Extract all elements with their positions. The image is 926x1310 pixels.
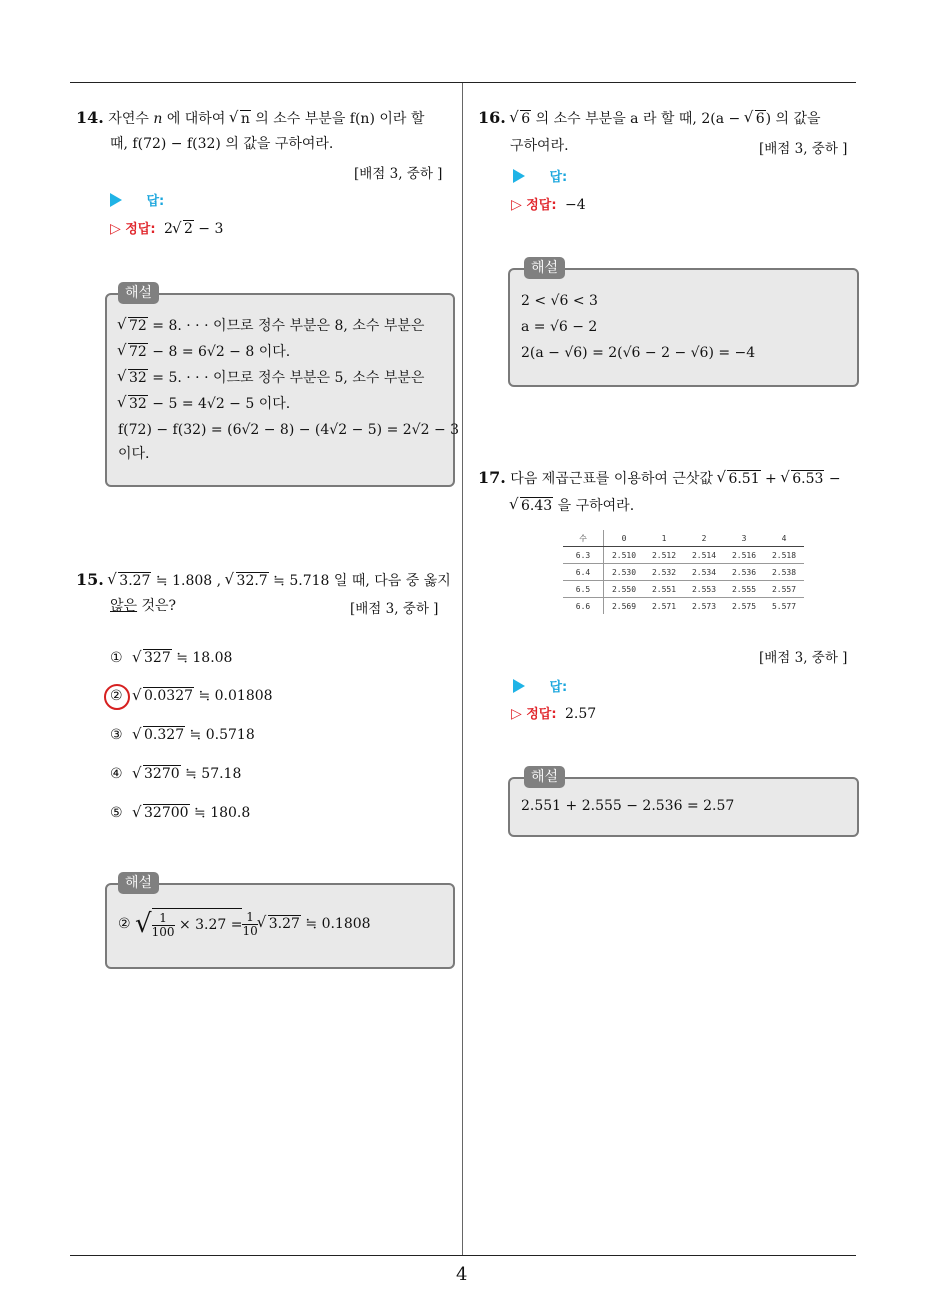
play-icon	[513, 169, 525, 183]
q16-line2: 구하여라.	[510, 138, 569, 154]
q15-option-3[interactable]: ③ √ 0.327 ≒ 0.5718	[110, 727, 255, 743]
q17-line1: 17. 다음 제곱근표를 이용하여 근삿값 √ 6.51 + √ 6.53 −	[478, 468, 841, 489]
page-number: 4	[456, 1264, 468, 1285]
q16-answer-row	[513, 166, 567, 185]
q17-meta: [배점 3, 중하 ]	[759, 650, 848, 666]
table-header-row: 수 0 1 2 3 4	[563, 530, 804, 547]
answer-label: 답:	[549, 680, 568, 695]
answer-label: 답:	[146, 194, 165, 209]
q17-explain-line: 2.551 + 2.555 − 2.536 = 2.57	[521, 798, 735, 814]
q14-explain-line2: √ 72 − 8 = 6√2 − 8 이다.	[118, 342, 290, 362]
q16-line1: 16. √ 6 의 소수 부분을 a 라 할 때, 2(a − √ 6) 의 값을	[478, 108, 821, 129]
q14-explain-line6: 이다.	[118, 446, 150, 462]
q15-explain-line: ② √ $\frac{1}{100}$ × 3.27 = $\frac{1}{10}$ √ 3.27 ≒ 0.1808	[118, 908, 371, 940]
q17-explain-tag: 해설	[524, 766, 565, 788]
bottom-rule	[70, 1255, 856, 1256]
q14-meta: [배점 3, 중하 ]	[354, 166, 443, 182]
q17-line2: √ 6.43 을 구하여라.	[510, 496, 634, 516]
correct-label: 정답:	[125, 222, 156, 237]
q15-number: 15.	[76, 570, 104, 589]
selected-option-mark	[104, 684, 130, 710]
play-icon	[513, 679, 525, 693]
q17-answer-row	[513, 676, 567, 695]
column-divider	[462, 83, 463, 1255]
q16-explain-line2: a = √6 − 2	[521, 319, 598, 335]
q14-explain-line4: √ 32 − 5 = 4√2 − 5 이다.	[118, 394, 290, 414]
q14-explain-line1: √ 72 = 8. · · · 이므로 정수 부분은 8, 소수 부분은	[118, 316, 424, 336]
q16-explain-line3: 2(a − √6) = 2(√6 − 2 − √6) = −4	[521, 345, 756, 361]
q14-line1: 14. 자연수 n 에 대하여 √ n 의 소수 부분을 f(n) 이라 할	[76, 108, 424, 129]
q16-meta: [배점 3, 중하 ]	[759, 141, 848, 157]
q15-line2: 않은 것은?	[110, 598, 177, 614]
q14-answer-row	[110, 190, 164, 209]
q15-meta: [배점 3, 중하 ]	[350, 601, 439, 617]
q15-explain-tag: 해설	[118, 872, 159, 894]
q15-option-4[interactable]: ④ √ 3270 ≒ 57.18	[110, 766, 241, 782]
table-row: 6.4 2.530 2.532 2.534 2.536 2.538	[563, 564, 804, 581]
correct-label: 정답:	[526, 198, 557, 213]
outline-triangle-icon: ▷	[511, 197, 522, 213]
q15-line1: 15. √ 3.27 ≒ 1.808 , √ 32.7 ≒ 5.718 일 때, 다음 중 옳지	[76, 570, 451, 591]
q14-explain-line5: f(72) − f(32) = (6√2 − 8) − (4√2 − 5) = 2√2 − 3	[118, 422, 460, 438]
answer-label: 답:	[549, 170, 568, 185]
correct-label: 정답:	[526, 707, 557, 722]
q16-explain-tag: 해설	[524, 257, 565, 279]
outline-triangle-icon: ▷	[511, 706, 522, 722]
outline-triangle-icon: ▷	[110, 221, 121, 237]
q14-number: 14.	[76, 108, 104, 127]
q16-number: 16.	[478, 108, 506, 127]
q14-line2: 때, f(72) − f(32) 의 값을 구하여라.	[110, 136, 334, 152]
q15-option-5[interactable]: ⑤ √ 32700 ≒ 180.8	[110, 805, 250, 821]
q15-option-2[interactable]: ② √ 0.0327 ≒ 0.01808	[110, 688, 273, 704]
table-row: 6.3 2.510 2.512 2.514 2.516 2.518	[563, 547, 804, 564]
play-icon	[110, 193, 122, 207]
q17-correct-row: ▷ 정답: 2.57	[511, 706, 597, 722]
q14-explain-tag: 해설	[118, 282, 159, 304]
q14-explain-line3: √ 32 = 5. · · · 이므로 정수 부분은 5, 소수 부분은	[118, 368, 424, 388]
table-row: 6.5 2.550 2.551 2.553 2.555 2.557	[563, 581, 804, 598]
table-row: 6.6 2.569 2.571 2.573 2.575 5.577	[563, 598, 804, 615]
square-root-table	[563, 530, 804, 614]
q16-correct-row: ▷ 정답: −4	[511, 197, 586, 213]
q16-explain-line1: 2 < √6 < 3	[521, 293, 598, 309]
top-rule	[70, 82, 856, 83]
q14-correct-row: ▷ 정답: 2√ 2 − 3	[110, 218, 223, 237]
q15-option-1[interactable]: ① √ 327 ≒ 18.08	[110, 650, 232, 666]
q17-number: 17.	[478, 468, 506, 487]
